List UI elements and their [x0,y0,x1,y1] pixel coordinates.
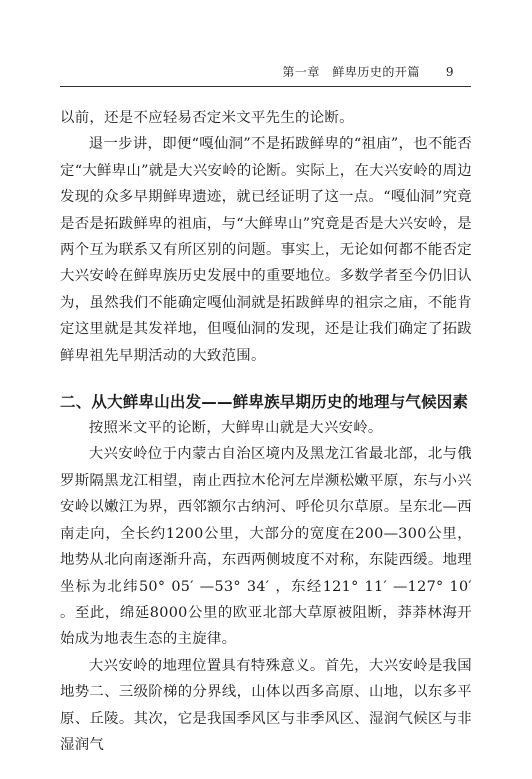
running-header [282,64,454,80]
paragraph: 大兴安岭位于内蒙古自治区境内及黑龙江省最北部，北与俄罗斯隔黑龙江相望，南止西拉木伦河左岸濒松嫩平原，东与小兴安岭以嫩江为界，西邻额尔古纳河、呼伦贝尔草原。呈东北—西南走向，全长约1200公里，大部分的宽度在200—300公里，地势从北向南逐渐升高，东西两侧坡度不对称，东陡西缓。地理坐标为北纬50° 05′ —53° 34′ ，东经121° 11′ —127° 10′ 。至此，绵延8000公里的欧亚北部大草原被阻断，莽莽林海开始成为地表生态的主旋律。 [60,446,472,648]
paragraph-continued: 以前，还是不应轻易否定米文平先生的论断。 [60,110,354,126]
paragraph: 大兴安岭的地理位置具有特殊意义。首先，大兴安岭是我国地势二、三级阶梯的分界线，山体以西多高原、山地，以东多平原、丘陵。其次，它是我国季风区与非季风区、湿润气候区与非湿润气 [60,657,472,753]
section-heading: 二、从大鲜卑山出发——鲜卑族早期历史的地理与气候因素 [60,393,469,412]
chapter-title: 第一章 鲜卑历史的开篇 [282,65,420,79]
paragraph: 按照米文平的论断，大鲜卑山就是大兴安岭。 [88,420,383,437]
page-number: 9 [445,65,454,79]
header-rule [60,86,471,87]
body-text [60,105,472,758]
paragraph: 退一步讲，即便“嘎仙洞”不是拓跋鲜卑的“祖庙”，也不能否定“大鲜卑山”就是大兴安岭的论断。实际上，在大兴安岭的周边发现的众多早期鲜卑遗迹，就已经证明了这一点。“嘎仙洞”究竟是否是拓跋鲜卑的祖庙，与“大鲜卑山”究竟是否是大兴安岭，是两个互为联系又有所区别的问题。事实上，无论如何都不能否定大兴安岭在鲜卑族历史发展中的重要地位。多数学者至今仍旧认为，虽然我们不能确定嘎仙洞就是拓跋鲜卑的祖宗之庙，不能肯定这里就是其发祥地，但嘎仙洞的发现，还是让我们确定了拓跋鲜卑祖先早期活动的大致范围。 [60,136,473,364]
